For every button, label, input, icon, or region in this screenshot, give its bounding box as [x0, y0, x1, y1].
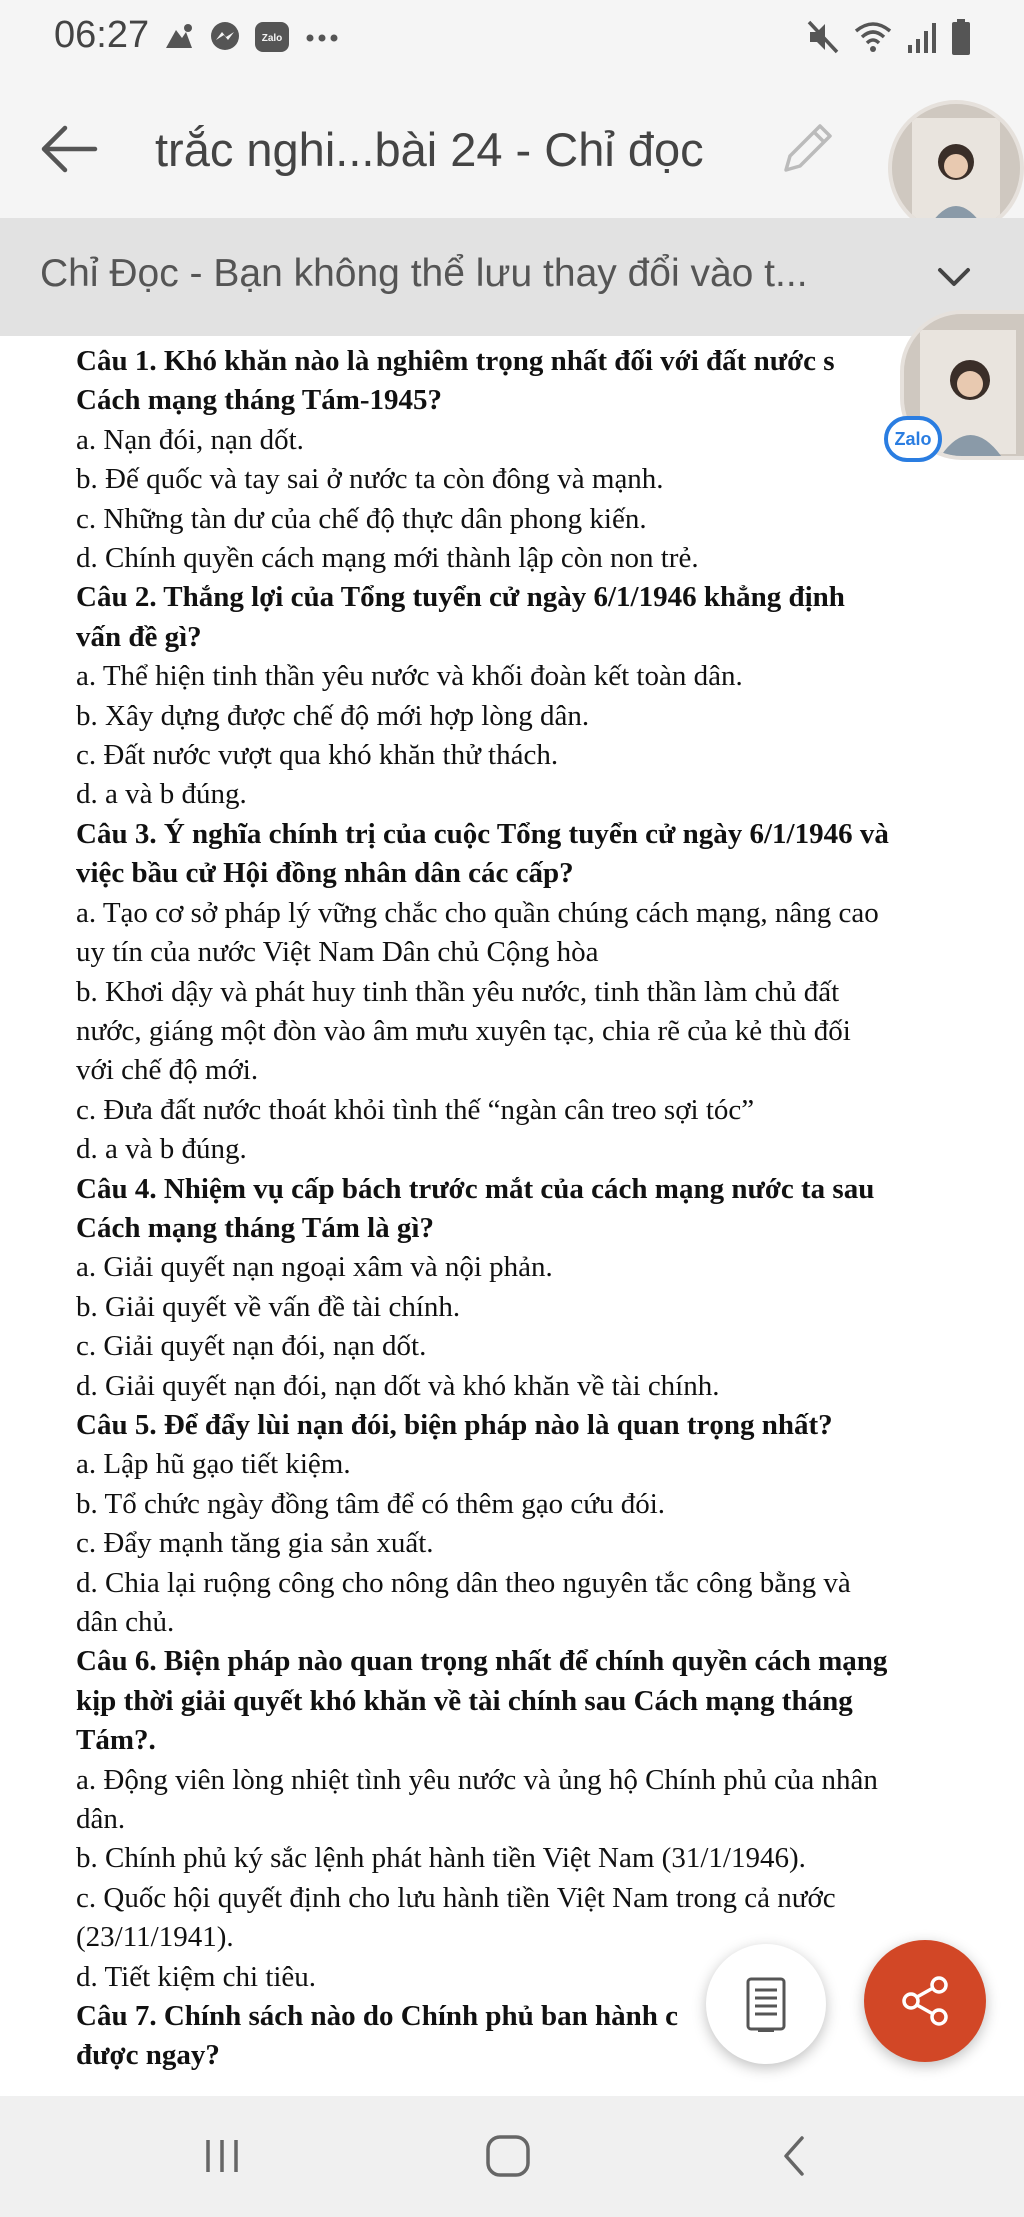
- answer-line: a. Thể hiện tinh thần yêu nước và khối đoàn kết toàn dân.: [76, 660, 743, 693]
- question-line: việc bầu cử Hội đồng nhân dân các cấp?: [76, 857, 574, 890]
- answer-line: b. Giải quyết về vấn đề tài chính.: [76, 1290, 461, 1323]
- question-line: Cách mạng tháng Tám-1945?: [76, 384, 443, 417]
- document-body: [76, 342, 1016, 2076]
- answer-line: c. Những tàn dư của chế độ thực dân phong kiến.: [76, 502, 647, 535]
- avatar-photo: [892, 104, 1020, 232]
- question-line: Câu 3. Ý nghĩa chính trị của cuộc Tổng tuyển cử ngày 6/1/1946 và: [76, 817, 889, 850]
- back-icon: [776, 2134, 816, 2178]
- question-line: Câu 6. Biện pháp nào quan trọng nhất để chính quyền cách mạng: [76, 1645, 888, 1678]
- mute-icon: [806, 19, 840, 60]
- answer-line: dân.: [76, 1803, 126, 1836]
- answer-line: b. Xây dựng được chế độ mới hợp lòng dân.: [76, 699, 590, 732]
- read-only-message: Chỉ Đọc - Bạn không thể lưu thay đổi vào t...: [40, 252, 808, 295]
- signal-icon: [906, 19, 936, 60]
- answer-line: uy tín của nước Việt Nam Dân chủ Cộng hòa: [76, 936, 599, 969]
- arrow-left-icon: [39, 124, 99, 174]
- answer-line: c. Quốc hội quyết định cho lưu hành tiền Việt Nam trong cả nước: [76, 1881, 836, 1914]
- recents-button[interactable]: [182, 2126, 262, 2186]
- answer-line: c. Đưa đất nước thoát khỏi tình thế “ngàn cân treo sợi tóc”: [76, 1093, 755, 1126]
- answer-line: d. Chia lại ruộng công cho nông dân theo nguyên tắc công bằng và: [76, 1566, 851, 1599]
- share-button[interactable]: [864, 1940, 986, 2062]
- read-only-banner[interactable]: [0, 218, 1024, 336]
- document-view-button[interactable]: [706, 1944, 826, 2064]
- answer-line: d. a và b đúng.: [76, 778, 247, 811]
- answer-line: d. Giải quyết nạn đói, nạn dốt và khó khăn về tài chính.: [76, 1369, 720, 1402]
- document-viewport[interactable]: [0, 336, 1024, 2096]
- answer-line: nước, giáng một đòn vào âm mưu xuyên tạc, chia rẽ của kẻ thù đối: [76, 1014, 851, 1047]
- notification-icon: [162, 20, 196, 59]
- battery-icon: [950, 18, 972, 61]
- question-line: Tám?.: [76, 1724, 156, 1757]
- question-line: Câu 4. Nhiệm vụ cấp bách trước mắt của cách mạng nước ta sau: [76, 1172, 875, 1205]
- question-line: được ngay?: [76, 2039, 220, 2072]
- document-title: trắc nghi...bài 24 - Chỉ đọc: [155, 123, 704, 176]
- answer-line: a. Động viên lòng nhiệt tình yêu nước và ủng hộ Chính phủ của nhân: [76, 1763, 878, 1796]
- home-button[interactable]: [468, 2126, 548, 2186]
- answer-line: d. a và b đúng.: [76, 1133, 247, 1166]
- question-line: Câu 2. Thắng lợi của Tổng tuyển cử ngày 6/1/1946 khẳng định: [76, 581, 845, 614]
- question-line: Câu 7. Chính sách nào do Chính phủ ban hành c: [76, 2000, 679, 2033]
- question-line: vấn đề gì?: [76, 620, 202, 653]
- status-bar: [0, 0, 1024, 80]
- answer-line: (23/11/1941).: [76, 1921, 234, 1954]
- answer-line: b. Chính phủ ký sắc lệnh phát hành tiền Việt Nam (31/1/1946).: [76, 1842, 806, 1875]
- share-icon: [895, 1971, 955, 2031]
- svg-text:Zalo: Zalo: [261, 33, 283, 44]
- answer-line: b. Đế quốc và tay sai ở nước ta còn đông và mạnh.: [76, 463, 664, 496]
- system-nav-bar: [0, 2096, 1024, 2217]
- question-line: Cách mạng tháng Tám là gì?: [76, 1211, 434, 1244]
- answer-line: a. Giải quyết nạn ngoại xâm và nội phản.: [76, 1251, 553, 1284]
- messenger-icon: [208, 20, 242, 59]
- answer-line: b. Tổ chức ngày đồng tâm để có thêm gạo cứu đói.: [76, 1487, 666, 1520]
- answer-line: a. Lập hũ gạo tiết kiệm.: [76, 1448, 351, 1481]
- answer-line: a. Tạo cơ sở pháp lý vững chắc cho quần chúng cách mạng, nâng cao: [76, 896, 879, 929]
- chat-head-avatar[interactable]: [888, 100, 1024, 236]
- back-button[interactable]: [36, 116, 102, 182]
- wifi-icon: [854, 19, 892, 60]
- answer-line: c. Đất nước vượt qua khó khăn thử thách.: [76, 739, 559, 772]
- status-icons-right: [806, 18, 972, 61]
- answer-line: d. Chính quyền cách mạng mới thành lập còn non trẻ.: [76, 542, 699, 575]
- answer-line: b. Khơi dậy và phát huy tinh thần yêu nước, tinh thần làm chủ đất: [76, 975, 840, 1008]
- answer-line: c. Đẩy mạnh tăng gia sản xuất.: [76, 1527, 434, 1560]
- app-bar: [0, 80, 1024, 218]
- more-dots-icon: [302, 20, 342, 59]
- question-line: Câu 5. Để đẩy lùi nạn đói, biện pháp nào là quan trọng nhất?: [76, 1408, 833, 1441]
- answer-line: d. Tiết kiệm chi tiêu.: [76, 1960, 317, 1993]
- chevron-down-icon[interactable]: [934, 262, 974, 292]
- pencil-icon: [774, 116, 840, 182]
- back-nav-button[interactable]: [756, 2126, 836, 2186]
- zalo-badge: Zalo: [884, 416, 942, 462]
- edit-button[interactable]: [774, 116, 840, 182]
- answer-line: a. Nạn đói, nạn dốt.: [76, 423, 304, 456]
- recents-icon: [200, 2136, 244, 2176]
- zalo-icon: [254, 20, 290, 59]
- answer-line: dân chủ.: [76, 1606, 175, 1638]
- document-icon: [744, 1976, 788, 2032]
- question-line: Câu 1. Khó khăn nào là nghiêm trọng nhất đối với đất nước s: [76, 345, 835, 377]
- status-icons-left: [162, 20, 342, 59]
- question-line: kịp thời giải quyết khó khăn về tài chính sau Cách mạng tháng: [76, 1684, 853, 1717]
- answer-line: với chế độ mới.: [76, 1054, 259, 1087]
- status-time: 06:27: [54, 14, 150, 56]
- answer-line: c. Giải quyết nạn đói, nạn dốt.: [76, 1330, 427, 1363]
- home-icon: [483, 2134, 533, 2178]
